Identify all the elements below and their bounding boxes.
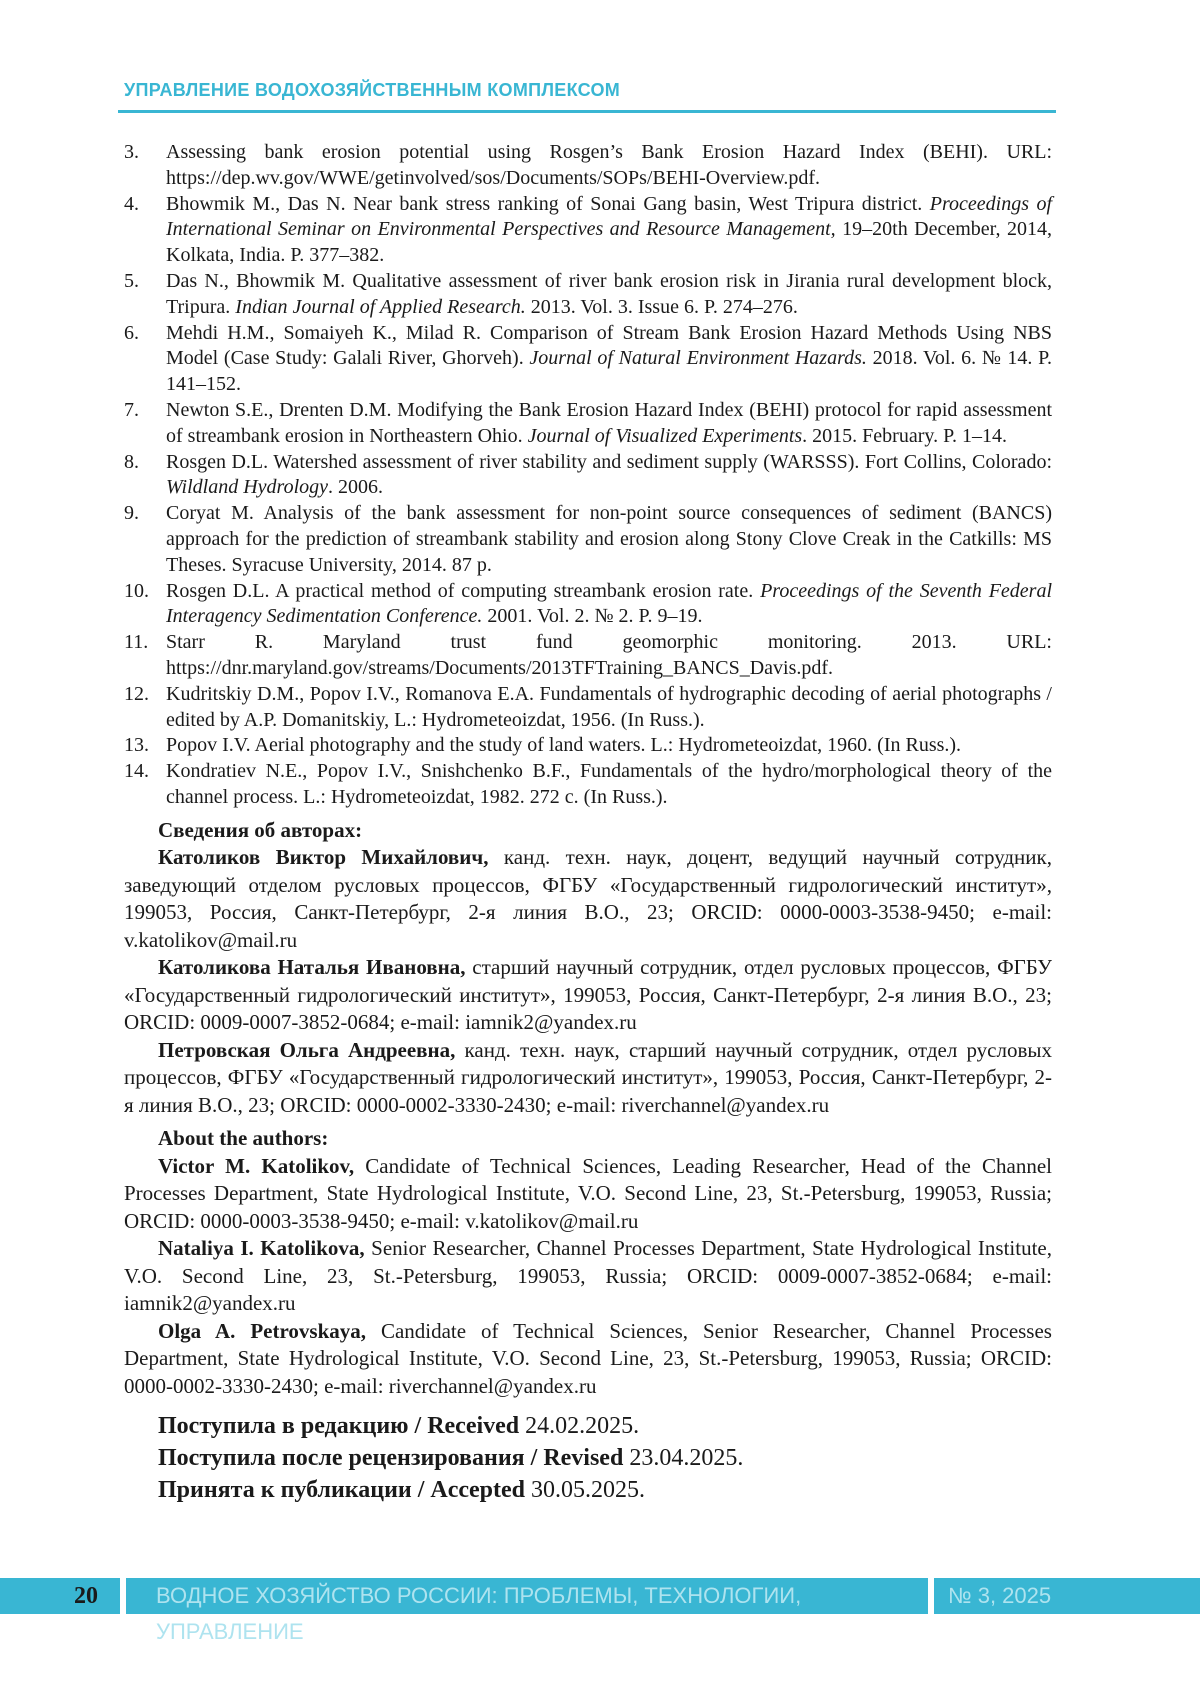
author-name: Victor M. Katolikov, (158, 1153, 355, 1178)
reference-text: 2001. Vol. 2. № 2. P. 9–19. (482, 605, 703, 628)
author-details: Candidate of Technical Sciences, Leading Researcher, Head of the Channel Processes Department, State Hydrological Institute, V.O. Second Line, 23, St.-Petersburg, 199053, Russia; ORCID: 0000-0003-3538-9450; e-mail: v.katolikov@mail.ru (124, 1153, 1052, 1233)
reference-item (124, 321, 1052, 398)
reference-number: 5. (124, 269, 139, 292)
reference-source: Wildland Hydrology (166, 476, 329, 499)
page-content (124, 140, 1052, 1506)
author-name: Католиков Виктор Михайлович, (158, 845, 489, 870)
page-number: 20 (0, 1578, 120, 1614)
reference-item (124, 501, 1052, 578)
author-entry (124, 1318, 1052, 1401)
author-entry (124, 1235, 1052, 1318)
author-entry (124, 1153, 1052, 1236)
reference-source: Journal of Visualized Experiments (527, 424, 803, 447)
reference-item (124, 682, 1052, 734)
reference-number: 12. (124, 682, 149, 705)
reference-item (124, 759, 1052, 811)
journal-name: ВОДНОЕ ХОЗЯЙСТВО РОССИИ: ПРОБЛЕМЫ, ТЕХНОЛОГИИ, УПРАВЛЕНИЕ (126, 1578, 928, 1614)
author-entry (124, 844, 1052, 954)
reference-number: 14. (124, 760, 149, 783)
reference-text: 19–20th December, 2014, Kolkata, India. P. 377–382. (166, 218, 1052, 267)
reference-text: Popov I.V. Aerial photography and the study of land waters. L.: Hydrometeoizdat, 1960. (In Russ.). (166, 734, 962, 757)
author-entry (124, 954, 1052, 1037)
reference-source: Indian Journal of Applied Research. (235, 295, 526, 318)
reference-text: 2013. Vol. 3. Issue 6. P. 274–276. (525, 295, 798, 318)
date-label: Поступила после рецензирования / Revised (158, 1445, 624, 1472)
running-header: УПРАВЛЕНИЕ ВОДОХОЗЯЙСТВЕННЫМ КОМПЛЕКСОМ (124, 80, 621, 100)
author-entry (124, 1037, 1052, 1120)
date-row (158, 1474, 1052, 1506)
reference-text: Starr R. Maryland trust fund geomorphic monitoring. 2013. URL: https://dnr.maryland.gov/streams/Documents/2013TFTraining_BANCS_Davis.pdf. (166, 631, 1052, 679)
reference-text: Rosgen D.L. A practical method of computing streambank erosion rate. (166, 579, 761, 602)
reference-item (124, 398, 1052, 450)
authors-en-title: About the authors: (158, 1126, 329, 1151)
reference-text: Assessing bank erosion potential using Rosgen’s Bank Erosion Hazard Index (BEHI). URL: https://dep.wv.gov/WWE/getinvolved/sos/Documents/SOPs/BEHI-Overview.pdf. (166, 141, 1052, 189)
reference-text: Coryat M. Analysis of the bank assessment for non-point source consequences of sediment (BANCS) approach for the prediction of streambank stability and erosion along Stony Clove Creak in the Catkills: MS Theses. Syracuse University, 2014. 87 p. (166, 502, 1052, 576)
reference-item (124, 579, 1052, 631)
date-row (158, 1442, 1052, 1474)
reference-text: Das N., Bhowmik M. Qualitative assessment of river bank erosion risk in Jirania rural development block, Tripura. (166, 269, 1052, 318)
reference-source: Proceedings of International Seminar on Environmental Perspectives and Resource Management, (166, 192, 1052, 241)
reference-item (124, 733, 1052, 759)
reference-number: 13. (124, 734, 149, 757)
authors-ru-title: Сведения об авторах: (158, 817, 363, 842)
author-details: канд. техн. наук, старший научный сотрудник, отдел русловых процессов, ФГБУ «Государственный гидрологический институт», 199053, Россия, Санкт-Петербург, 2-я линия В.О., 23; ORCID: 0000-0002-3330-2430; e-mail: riverchannel@yandex.ru (124, 1037, 1052, 1117)
date-value: 24.02.2025. (519, 1413, 640, 1440)
authors-ru-block (124, 844, 1052, 1119)
reference-source: Journal of Natural Environment Hazards. (529, 347, 867, 370)
reference-number: 3. (124, 141, 139, 163)
reference-number: 11. (124, 631, 149, 654)
reference-item (124, 450, 1052, 502)
reference-item (124, 269, 1052, 321)
author-details: Candidate of Technical Sciences, Senior Researcher, Channel Processes Department, State Hydrological Institute, V.O. Second Line, 23, St.-Petersburg, 199053, Russia; ORCID: 0000-0002-3330-2430; e-mail: riverchannel@yandex.ru (124, 1318, 1052, 1398)
reference-text: Bhowmik M., Das N. Near bank stress ranking of Sonai Gang basin, West Tripura district. (166, 192, 930, 215)
reference-number: 9. (124, 502, 139, 525)
author-name: Nataliya I. Katolikova, (158, 1236, 365, 1261)
reference-text: Kondratiev N.E., Popov I.V., Snishchenko B.F., Fundamentals of the hydro/morphological theory of the channel process. L.: Hydrometeoizdat, 1982. 272 c. (In Russ.). (166, 760, 1052, 808)
date-value: 23.04.2025. (623, 1445, 744, 1472)
reference-number: 6. (124, 321, 139, 344)
reference-source: Proceedings of the Seventh Federal Interagency Sedimentation Conference. (166, 579, 1053, 628)
submission-dates (124, 1410, 1052, 1506)
reference-number: 8. (124, 450, 139, 473)
reference-text: 2018. Vol. 6. № 14. P. 141–152. (166, 347, 1052, 396)
reference-text: . 2015. February. P. 1–14. (802, 424, 1007, 447)
author-details: старший научный сотрудник, отдел русловых процессов, ФГБУ «Государственный гидрологический институт», 199053, Россия, Санкт-Петербург, 2-я линия В.О., 23; ORCID: 0009-0007-3852-0684; e-mail: iamnik2@yandex.ru (124, 955, 1052, 1035)
date-label: Поступила в редакцию / Received (158, 1413, 520, 1440)
reference-text: Rosgen D.L. Watershed assessment of river stability and sediment supply (WARSSS). Fort Collins, Colorado: (166, 450, 1052, 473)
author-details: Senior Researcher, Channel Processes Department, State Hydrological Institute, V.O. Second Line, 23, St.-Petersburg, 199053, Russia; ORCID: 0009-0007-3852-0684; e-mail: iamnik2@yandex.ru (124, 1236, 1052, 1316)
date-row (158, 1410, 1052, 1442)
reference-item (124, 192, 1052, 269)
author-details: канд. техн. наук, доцент, ведущий научный сотрудник, заведующий отделом русловых процессов, ФГБУ «Государственный гидрологический институт», 199053, Россия, Санкт-Петербург, 2-я линия В.О., 23; ORCID: 0000-0003-3538-9450; e-mail: v.katolikov@mail.ru (124, 845, 1052, 952)
issue-number: № 3, 2025 (934, 1578, 1200, 1614)
date-value: 30.05.2025. (525, 1477, 646, 1504)
reference-text: . 2006. (328, 476, 384, 499)
reference-text: Kudritskiy D.M., Popov I.V., Romanova E.A. Fundamentals of hydrographic decoding of aerial photographs / edited by A.P. Domanitskiy, L.: Hydrometeoizdat, 1956. (In Russ.). (166, 682, 1052, 731)
authors-en-block (124, 1153, 1052, 1401)
author-name: Католикова Наталья Ивановна, (158, 955, 466, 980)
reference-text: Newton S.E., Drenten D.M. Modifying the Bank Erosion Hazard Index (BEHI) protocol for rapid assessment of streambank erosion in Northeastern Ohio. (166, 398, 1052, 447)
header-rule (118, 110, 1056, 113)
reference-number: 4. (124, 192, 139, 215)
reference-item (124, 630, 1052, 682)
reference-text: Mehdi H.M., Somaiyeh K., Milad R. Comparison of Stream Bank Erosion Hazard Methods Using NBS Model (Case Study: Galali River, Ghorveh). (166, 321, 1052, 370)
reference-number: 7. (124, 398, 139, 421)
author-name: Петровская Ольга Андреевна, (158, 1037, 456, 1062)
page-footer (0, 1578, 1200, 1644)
reference-item (124, 140, 1052, 192)
reference-list (124, 140, 1052, 811)
reference-number: 10. (124, 579, 149, 602)
author-name: Olga A. Petrovskaya, (158, 1318, 366, 1343)
date-label: Принята к публикации / Accepted (158, 1477, 526, 1504)
